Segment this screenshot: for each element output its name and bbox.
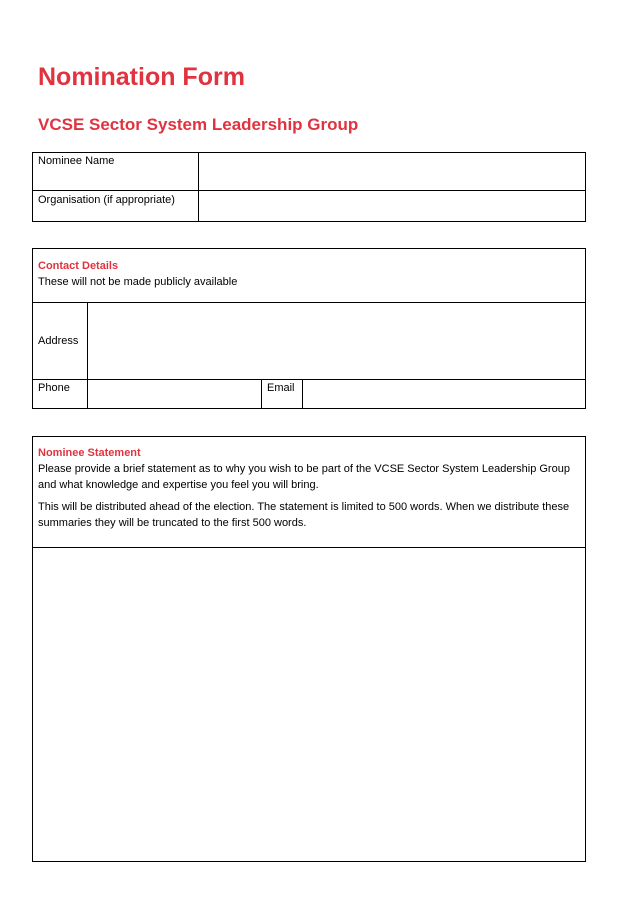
email-field[interactable] [303,380,586,409]
statement-input[interactable] [38,548,580,572]
statement-header-cell [33,437,586,548]
nominee-name-input[interactable] [204,155,580,167]
statement-heading: Nominee Statement [38,447,141,459]
organisation-input[interactable] [204,193,580,205]
address-input[interactable] [93,303,580,327]
nominee-name-field[interactable] [199,153,586,191]
contact-table [32,248,586,409]
form-title: Nomination Form [38,63,245,91]
address-label: Address [33,303,88,380]
statement-instructions-1: Please provide a brief statement as to why you wish to be part of the VCSE Sector System Leadership Group and what knowledge and expertise you feel you will bring. [38,463,570,491]
statement-instructions-2: This will be distributed ahead of the election. The statement is limited to 500 words. When we distribute these summaries they will be truncated to the first 500 words. [38,501,570,529]
contact-heading: Contact Details [38,260,119,272]
contact-header-cell [33,249,586,303]
phone-field[interactable] [88,380,262,409]
statement-field[interactable] [33,548,586,862]
phone-label: Phone [33,380,88,409]
form-subtitle: VCSE Sector System Leadership Group [38,115,359,134]
email-input[interactable] [308,382,580,394]
organisation-label: Organisation (if appropriate) [33,191,199,222]
contact-note: These will not be made publicly available [38,276,238,288]
address-field[interactable] [88,303,586,380]
nominee-table [32,152,586,222]
email-label: Email [262,380,303,409]
nominee-name-label: Nominee Name [33,153,199,191]
phone-input[interactable] [93,382,256,394]
statement-table [32,436,586,862]
organisation-field[interactable] [199,191,586,222]
